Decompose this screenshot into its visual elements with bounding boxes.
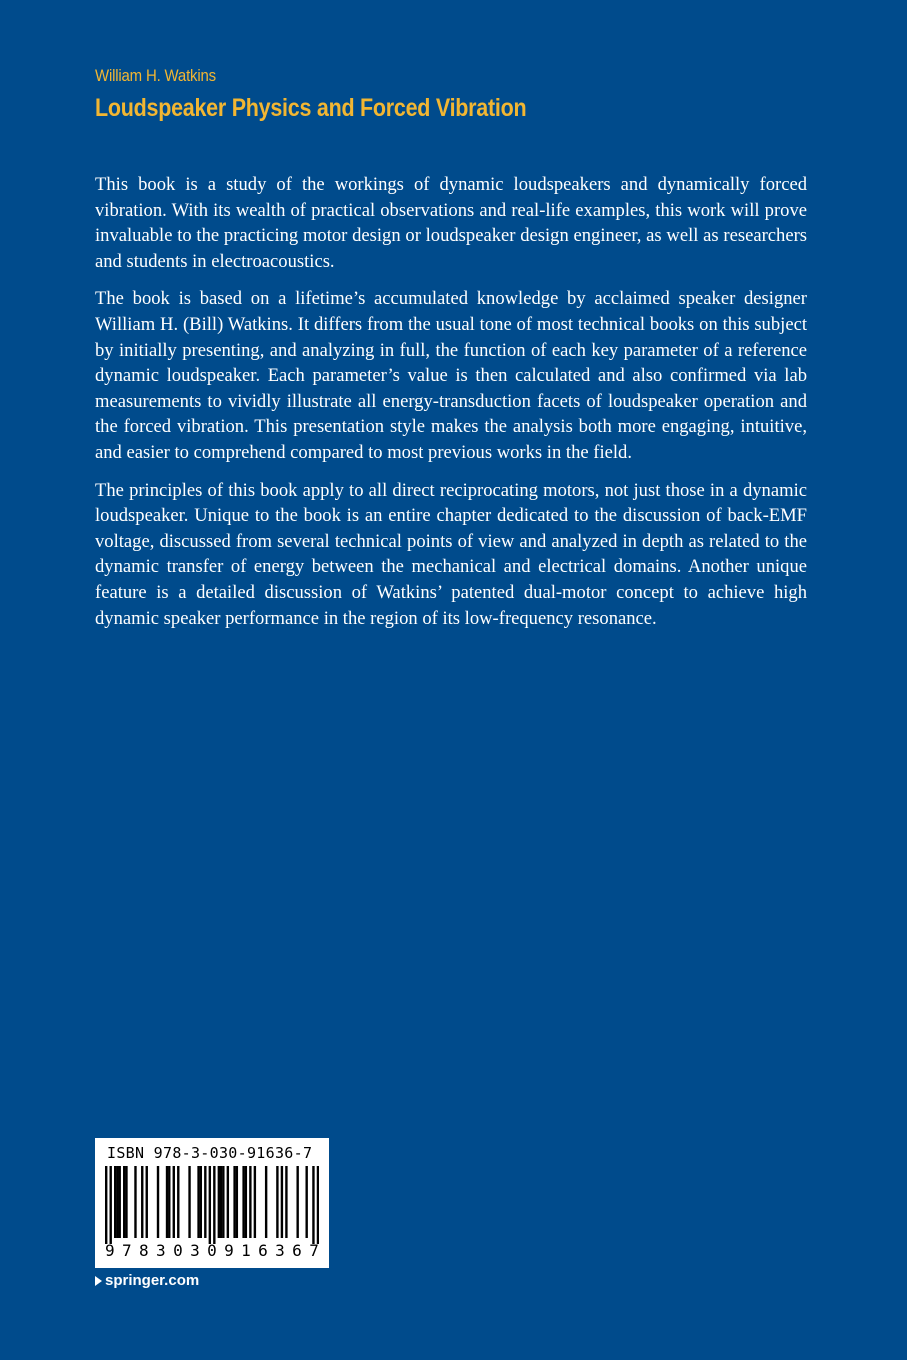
barcode-digit: 9	[105, 1241, 115, 1260]
barcode-digit: 6	[292, 1241, 302, 1260]
barcode-digits	[105, 1241, 319, 1260]
barcode-bar	[168, 1166, 170, 1238]
blurb-paragraph: This book is a study of the workings of dynamic loudspeakers and dynamically forced vibration. With its wealth of practical observations and real-life examples, this work will prove invaluable to the practicing motor design or loudspeaker design engineer, as well as researchers and students in electroacoustics.	[95, 174, 807, 272]
barcode-bar	[123, 1166, 125, 1238]
barcode-digit: 3	[190, 1241, 200, 1260]
barcode-digit: 1	[241, 1241, 251, 1260]
blurb-paragraph: The book is based on a lifetime’s accumulated knowledge by acclaimed speaker designer William H. (Bill) Watkins. It differs from the usual tone of most technical books on this subject by initially presenting, and analyzing in full, the function of each key parameter of a reference dynamic loudspeaker. Each parameter’s value is then calculated and also confirmed via lab measurements to vividly illustrate all energy-transduction facets of loudspeaker operation and the forced vibration. This presentation style makes the analysis both more engaging, intuitive, and easier to comprehend compared to most previous works in the field.	[95, 288, 807, 463]
barcode-bar	[204, 1166, 206, 1238]
barcode-bar	[110, 1166, 112, 1244]
barcode-digit: 8	[139, 1241, 149, 1260]
barcode-bar	[105, 1166, 107, 1244]
barcode-bar	[166, 1166, 168, 1238]
barcode-bar	[285, 1166, 287, 1238]
barcode-bar	[317, 1166, 319, 1244]
barcode-bar	[276, 1166, 278, 1238]
publisher-link[interactable]	[95, 1272, 199, 1289]
barcode-bar	[146, 1166, 148, 1238]
barcode-bar	[296, 1166, 298, 1238]
barcode-bar	[245, 1166, 247, 1238]
barcode-bar	[222, 1166, 224, 1238]
barcode-bar	[227, 1166, 229, 1238]
barcode-bar	[233, 1166, 235, 1238]
barcode-digit: 6	[258, 1241, 268, 1260]
barcode-bar	[218, 1166, 220, 1238]
barcode-bar	[209, 1166, 211, 1244]
barcode-bar	[305, 1166, 307, 1238]
barcode-bar	[134, 1166, 136, 1238]
barcode-bar	[281, 1166, 283, 1238]
barcode-bar	[312, 1166, 314, 1244]
barcode-bar	[197, 1166, 199, 1238]
barcode-bar	[141, 1166, 143, 1238]
barcode-bar	[213, 1166, 215, 1244]
barcode-bar	[200, 1166, 202, 1238]
barcode-bar	[254, 1166, 256, 1238]
book-title: Loudspeaker Physics and Forced Vibration	[95, 94, 527, 122]
barcode-bar	[220, 1166, 222, 1238]
publisher-url: springer.com	[105, 1272, 200, 1289]
barcode-bar	[236, 1166, 238, 1238]
barcode-box	[95, 1138, 329, 1268]
barcode-bar	[173, 1166, 175, 1238]
barcode-bar	[116, 1166, 118, 1238]
barcode-bar	[249, 1166, 251, 1238]
barcode-bars	[105, 1166, 319, 1244]
barcode-digit: 3	[275, 1241, 285, 1260]
barcode-digit: 7	[122, 1241, 132, 1260]
barcode-digit: 9	[224, 1241, 234, 1260]
barcode-bar	[114, 1166, 116, 1238]
author-name: William H. Watkins	[95, 66, 216, 85]
barcode-bar	[265, 1166, 267, 1238]
arrow-right-icon	[95, 1276, 102, 1286]
barcode-bar	[119, 1166, 121, 1238]
barcode-digit: 0	[173, 1241, 183, 1260]
barcode-digit: 7	[309, 1241, 319, 1260]
barcode-bar	[188, 1166, 190, 1238]
barcode-bar	[125, 1166, 127, 1238]
barcode-bar	[242, 1166, 244, 1238]
blurb	[95, 172, 807, 643]
blurb-paragraph: The principles of this book apply to all direct reciprocating motors, not just those in a dynamic loudspeaker. Unique to the book is an entire chapter dedicated to the discussion of back-EMF voltage, discussed from several technical points of view and analyzed in depth as related to the dynamic transfer of energy between the mechanical and electrical domains. Another unique feature is a detailed discussion of Watkins’ patented dual-motor concept to achieve high dynamic speaker performance in the region of its low-frequency resonance.	[95, 479, 807, 629]
barcode-digit: 3	[156, 1241, 166, 1260]
barcode-bar	[177, 1166, 179, 1238]
isbn-label: ISBN 978-3-030-91636-7	[107, 1144, 313, 1162]
barcode-bar	[157, 1166, 159, 1238]
barcode-digit: 0	[207, 1241, 217, 1260]
